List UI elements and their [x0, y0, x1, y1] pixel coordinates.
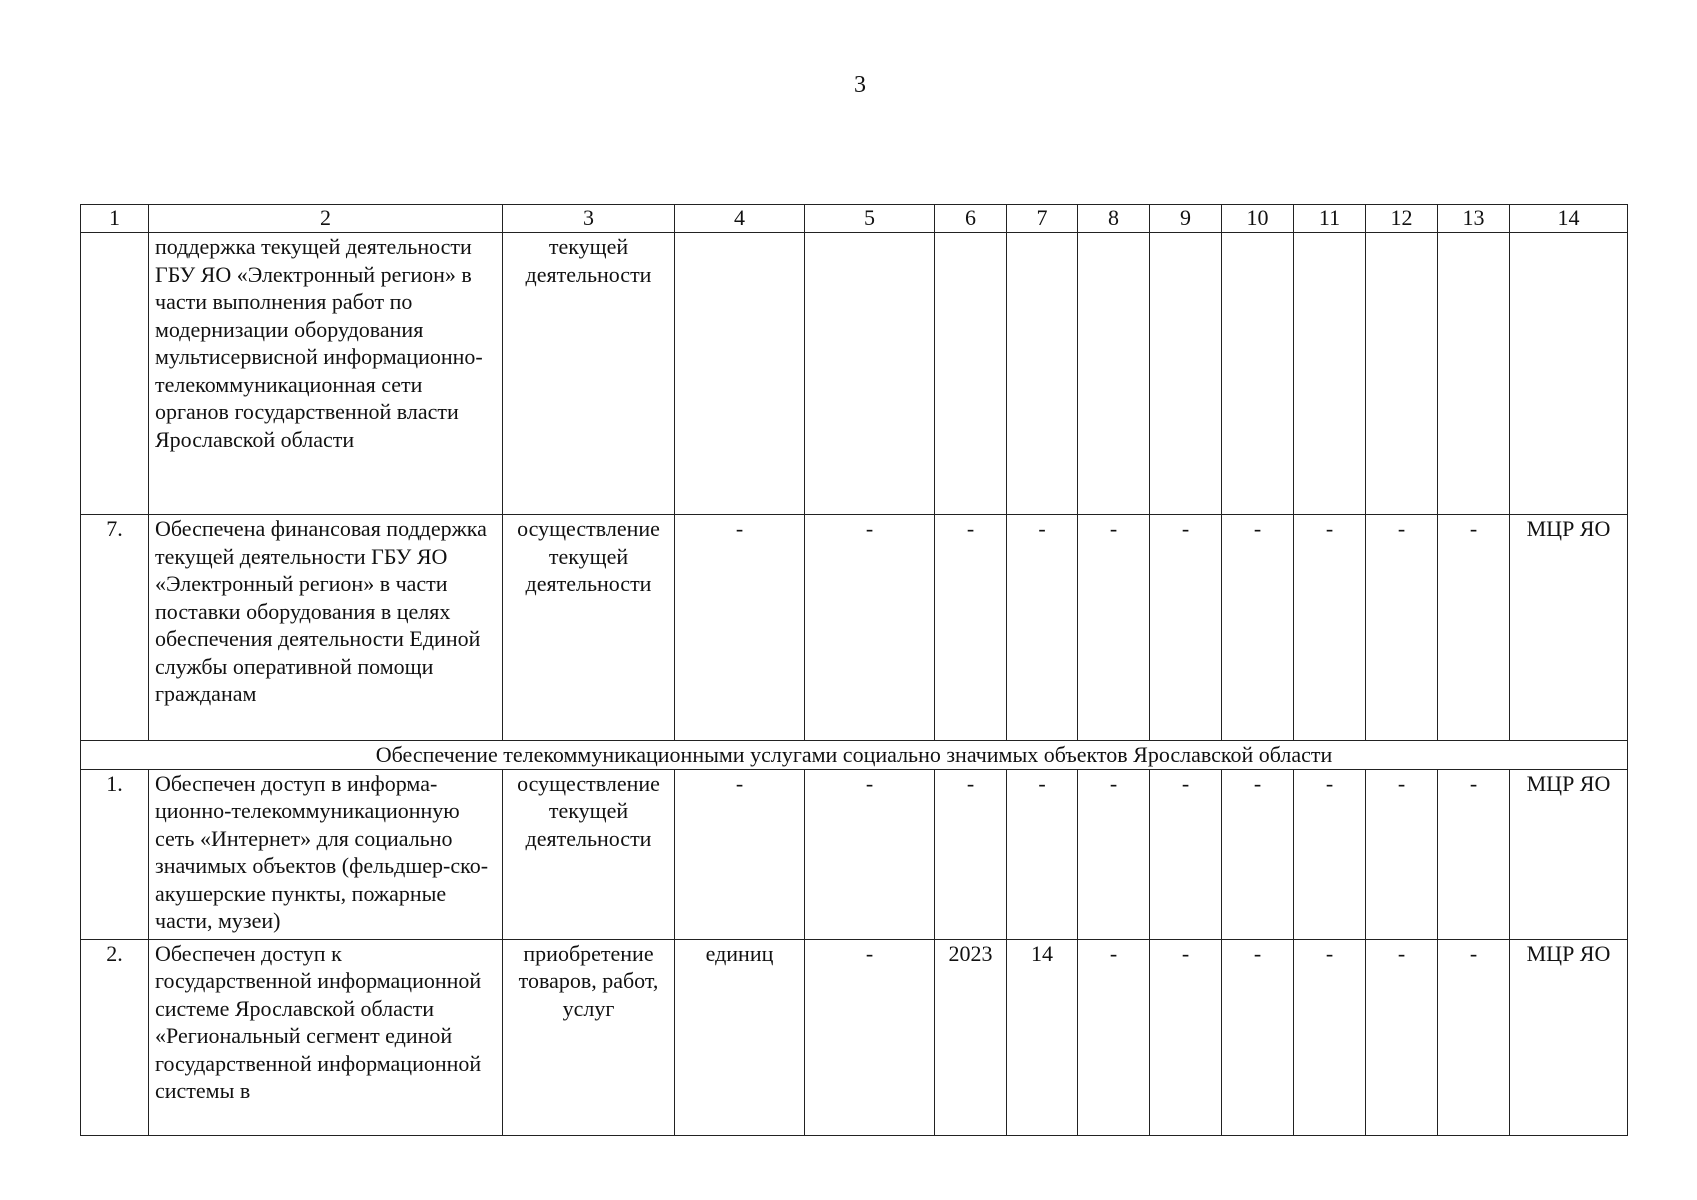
- header-col-11: 11: [1294, 205, 1366, 233]
- row-type: приобретение товаров, работ, услуг: [503, 939, 675, 1135]
- row-description: поддержка текущей деятельности ГБУ ЯО «Электронный регион» в части выполнения работ по модернизации оборудования мультисервисной информационно-телекоммуникационная сети органов государственной власти Ярославской области: [149, 233, 503, 515]
- cell-col-14: [1510, 233, 1628, 515]
- cell-col-8: [1078, 233, 1150, 515]
- cell-col-10: -: [1222, 515, 1294, 741]
- cell-col-12: [1366, 233, 1438, 515]
- row-number: 2.: [81, 939, 149, 1135]
- table-header: [81, 205, 1628, 233]
- cell-col-13: [1438, 233, 1510, 515]
- cell-col-11: [1294, 233, 1366, 515]
- cell-col-12: -: [1366, 939, 1438, 1135]
- section-title: Обеспечение телекоммуникационными услугами социально значимых объектов Ярославской области: [81, 741, 1628, 770]
- cell-col-8: -: [1078, 769, 1150, 939]
- header-col-7: 7: [1007, 205, 1078, 233]
- table-row: [81, 233, 1628, 515]
- table-row: [81, 769, 1628, 939]
- cell-col-13: -: [1438, 939, 1510, 1135]
- row-description: Обеспечена финансовая поддержка текущей деятельности ГБУ ЯО «Электронный регион» в части поставки оборудования в целях обеспечения деятельности Единой службы оперативной помощи гражданам: [149, 515, 503, 741]
- cell-col-10: [1222, 233, 1294, 515]
- cell-col-11: -: [1294, 769, 1366, 939]
- row-number: [81, 233, 149, 515]
- header-col-1: 1: [81, 205, 149, 233]
- cell-col-8: -: [1078, 515, 1150, 741]
- cell-col-5: -: [805, 515, 935, 741]
- row-description: Обеспечен доступ в информа-ционно-телекоммуникационную сеть «Интернет» для социально значимых объектов (фельдшер-ско-акушерские пункты, пожарные части, музеи): [149, 769, 503, 939]
- cell-col-13: -: [1438, 515, 1510, 741]
- row-type: осуществление текущей деятельности: [503, 515, 675, 741]
- cell-col-7: 14: [1007, 939, 1078, 1135]
- row-type: осуществление текущей деятельности: [503, 769, 675, 939]
- cell-col-4: -: [675, 515, 805, 741]
- cell-col-6: [935, 233, 1007, 515]
- header-col-14: 14: [1510, 205, 1628, 233]
- cell-col-9: [1150, 233, 1222, 515]
- row-number: 7.: [81, 515, 149, 741]
- header-col-3: 3: [503, 205, 675, 233]
- cell-col-8: -: [1078, 939, 1150, 1135]
- cell-col-9: -: [1150, 769, 1222, 939]
- cell-col-10: -: [1222, 939, 1294, 1135]
- cell-col-10: -: [1222, 769, 1294, 939]
- header-col-10: 10: [1222, 205, 1294, 233]
- cell-col-4: -: [675, 769, 805, 939]
- cell-col-12: -: [1366, 515, 1438, 741]
- header-col-2: 2: [149, 205, 503, 233]
- cell-col-4: [675, 233, 805, 515]
- cell-col-13: -: [1438, 769, 1510, 939]
- row-type: текущей деятельности: [503, 233, 675, 515]
- cell-col-6: 2023: [935, 939, 1007, 1135]
- row-description: Обеспечен доступ к государственной информационной системе Ярославской области «Региональный сегмент единой государственной информационной системы в: [149, 939, 503, 1135]
- cell-col-14: МЦР ЯО: [1510, 515, 1628, 741]
- header-col-5: 5: [805, 205, 935, 233]
- cell-col-14: МЦР ЯО: [1510, 939, 1628, 1135]
- page-number: 3: [854, 72, 866, 98]
- cell-col-9: -: [1150, 515, 1222, 741]
- cell-col-7: [1007, 233, 1078, 515]
- section-heading-row: [81, 741, 1628, 770]
- cell-col-11: -: [1294, 939, 1366, 1135]
- cell-col-9: -: [1150, 939, 1222, 1135]
- header-col-9: 9: [1150, 205, 1222, 233]
- cell-col-14: МЦР ЯО: [1510, 769, 1628, 939]
- cell-col-5: -: [805, 939, 935, 1135]
- header-col-8: 8: [1078, 205, 1150, 233]
- cell-col-11: -: [1294, 515, 1366, 741]
- header-col-4: 4: [675, 205, 805, 233]
- row-number: 1.: [81, 769, 149, 939]
- cell-col-5: [805, 233, 935, 515]
- cell-col-7: -: [1007, 515, 1078, 741]
- cell-col-6: -: [935, 769, 1007, 939]
- table-row: [81, 939, 1628, 1135]
- cell-col-4: единиц: [675, 939, 805, 1135]
- cell-col-7: -: [1007, 769, 1078, 939]
- header-col-12: 12: [1366, 205, 1438, 233]
- table-body: [81, 233, 1628, 1136]
- document-table: [80, 204, 1628, 1136]
- cell-col-12: -: [1366, 769, 1438, 939]
- header-row: [81, 205, 1628, 233]
- header-col-6: 6: [935, 205, 1007, 233]
- cell-col-5: -: [805, 769, 935, 939]
- table-row: [81, 515, 1628, 741]
- cell-col-6: -: [935, 515, 1007, 741]
- header-col-13: 13: [1438, 205, 1510, 233]
